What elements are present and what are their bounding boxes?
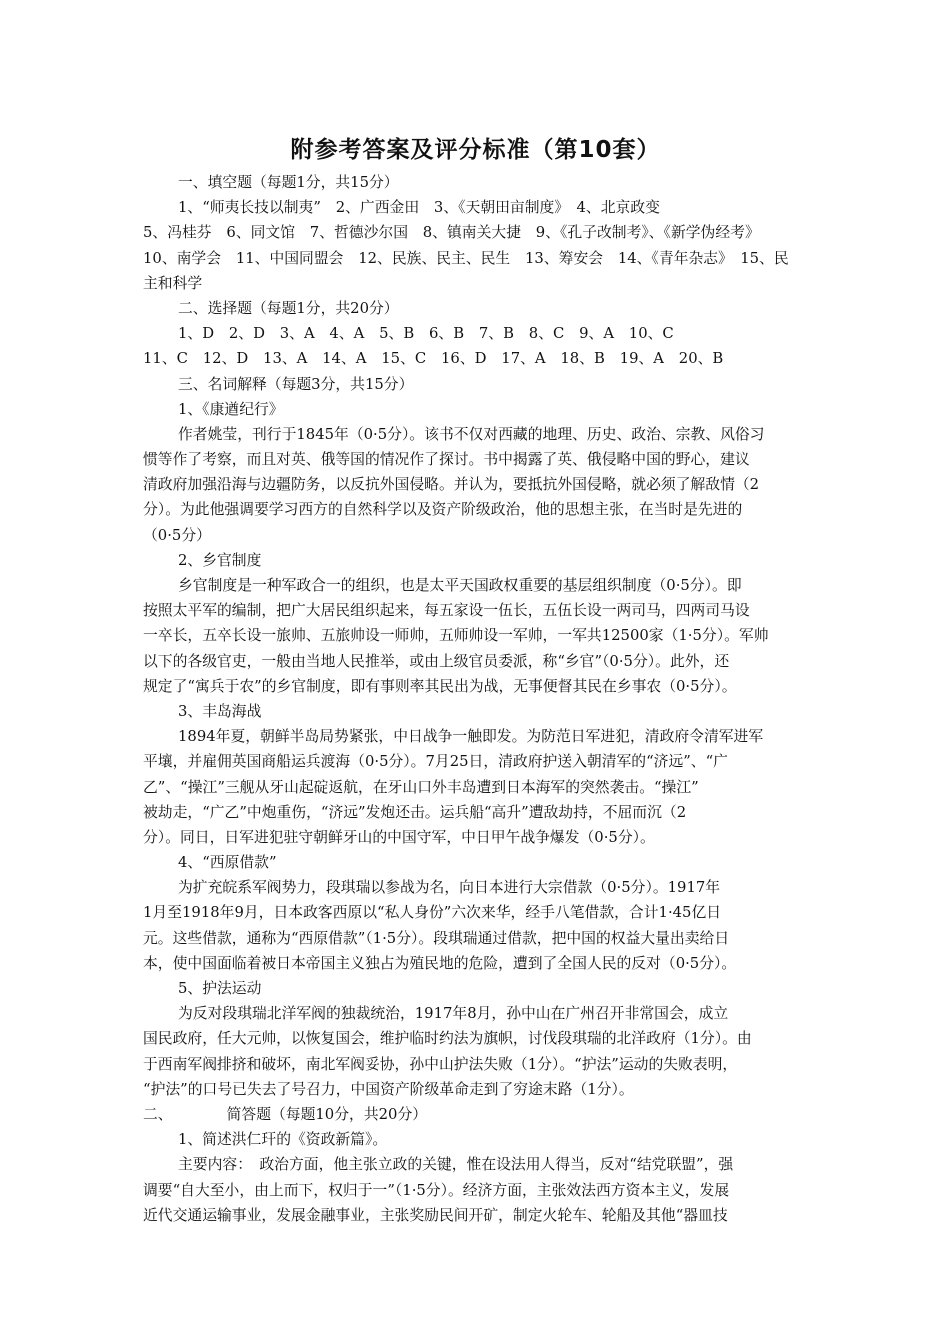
paragraph-line: 1月至1918年9月，日本政客西原以“私人身份”六次来华，经手八笔借款，合计1·45亿日 [143,904,722,922]
section-heading-term-explanation: 三、名词解释（每题3分，共15分） [178,375,414,393]
paragraph-line: 以下的各级官吏，一般由当地人民推举，或由上级官员委派，称“乡官”（0·5分）。此外，还 [143,652,730,670]
paragraph-line: 作者姚莹，刊行于1845年（0·5分）。该书不仅对西藏的地理、历史、政治、宗教、风俗习 [178,425,765,443]
section-heading-text: 简答题（每题10分，共20分） [226,1105,428,1123]
paragraph-line: 一卒长，五卒长设一旅帅、五旅帅设一师帅，五师帅设一军帅，一军共12500家（1·5分）。军帅 [143,627,769,645]
paragraph-line: 分）。为此他强调要学习西方的自然科学以及资产阶级政治，他的思想主张，在当时是先进的 [143,501,743,519]
paragraph-line: 清政府加强沿海与边疆防务，以反抗外国侵略。并认为，要抵抗外国侵略，就必须了解敌情（2 [143,476,760,494]
term-title: 1、《康遒纪行》 [178,400,284,418]
fill-blank-answers-line: 1、“师夷长技以制夷” 2、广西金田 3、《天朝田亩制度》 4、北京政变 [178,199,660,217]
paragraph-line: 乙”、“操江”三舰从牙山起碇返航，在牙山口外丰岛遭到日本海军的突然袭击。“操江” [143,778,699,796]
paragraph-line: 调要“自大至小，由上而下，权归于一”（1·5分）。经济方面，主张效法西方资本主义，发展 [143,1181,730,1199]
paragraph-line: 惯等作了考察，而且对英、俄等国的情况作了探讨。书中揭露了英、俄侵略中国的野心，建议 [143,451,750,469]
answer-document [143,130,808,1228]
paragraph-line: 近代交通运输事业，发展金融事业，主张奖励民间开矿，制定火轮车、轮船及其他“器皿技 [143,1206,728,1224]
paragraph-line: 平壤，并雇佣英国商船运兵渡海（0·5分）。7月25日，清政府护送入朝清军的“济远”、“广 [143,753,728,771]
term-title: 2、乡官制度 [178,551,262,569]
fill-blank-answers-line: 10、南学会 11、中国同盟会 12、民族、民主、民生 13、筹安会 14、《青年杂志》 15、民 [143,249,789,267]
section-number: 二、 [143,1105,173,1123]
choice-answers-line: 1、D 2、D 3、A 4、A 5、B 6、B 7、B 8、C 9、A 10、C [178,325,674,343]
section-heading-multiple-choice: 二、选择题（每题1分，共20分） [178,299,399,317]
paragraph-line: 于西南军阀排挤和破坏，南北军阀妥协，孙中山护法失败（1分）。“护法”运动的失败表明， [143,1055,738,1073]
fill-blank-answers-line: 主和科学 [143,274,203,292]
paragraph-line: 按照太平军的编制，把广大居民组织起来，每五家设一伍长，五伍长设一两司马，四两司马设 [143,602,750,620]
paragraph-line: 为反对段琪瑞北洋军阀的独裁统治，1917年8月，孙中山在广州召开非常国会，成立 [178,1005,729,1023]
choice-answers-line: 11、C 12、D 13、A 14、A 15、C 16、D 17、A 18、B 19、A 20、B [143,350,724,368]
paragraph-line: 1894年夏，朝鲜半岛局势紧张，中日战争一触即发。为防范日军进犯，清政府令清军进军 [178,728,764,746]
paragraph-line: 主要内容： 政治方面，他主张立政的关键，惟在设法用人得当，反对“结党联盟”，强 [178,1156,734,1174]
page-title: 附参考答案及评分标准（第10套） [290,137,661,163]
fill-blank-answers-line: 5、冯桂芬 6、同文馆 7、哲德沙尔国 8、镇南关大捷 9、《孔子改制考》、《新学伪经考》 [143,224,760,242]
paragraph-line: 被劫走，“广乙”中炮重伤，“济远”发炮还击。运兵船“高升”遭敌劫持，不屈而沉（2 [143,803,687,821]
section-heading-short-answer [143,1102,808,1127]
paragraph-line: 为扩充皖系军阀势力，段琪瑞以参战为名，向日本进行大宗借款（0·5分）。1917年 [178,879,721,897]
section-heading-fill-blank: 一、填空题（每题1分，共15分） [178,174,399,191]
paragraph-line: 元。这些借款，通称为“西原借款”（1·5分）。段琪瑞通过借款，把中国的权益大量出卖给日 [143,929,730,947]
paragraph-line: 乡官制度是一种军政合一的组织，也是太平天国政权重要的基层组织制度（0·5分）。即 [178,577,742,594]
paragraph-line: （0·5分） [143,526,211,544]
term-title: 5、护法运动 [178,980,262,997]
paragraph-line: 本，使中国面临着被日本帝国主义独占为殖民地的危险，遭到了全国人民的反对（0·5分）。 [143,954,737,972]
paragraph-line: 规定了“寓兵于农”的乡官制度，即有事则率其民出为战，无事便督其民在乡事农（0·5分）。 [143,677,737,695]
term-title: 3、丰岛海战 [178,702,262,720]
question-title: 1、简述洪仁玕的《资政新篇》。 [178,1131,388,1149]
paragraph-line: “护法”的口号已失去了号召力，中国资产阶级革命走到了穷途末路（1分）。 [143,1080,634,1098]
paragraph-line: 国民政府，任大元帅，以恢复国会，维护临时约法为旗帜，讨伐段琪瑞的北洋政府（1分）。由 [143,1030,752,1048]
term-title: 4、“西原借款” [178,854,277,872]
paragraph-line: 分）。同日，日军进犯驻守朝鲜牙山的中国守军，中日甲午战争爆发（0·5分）。 [143,828,655,846]
